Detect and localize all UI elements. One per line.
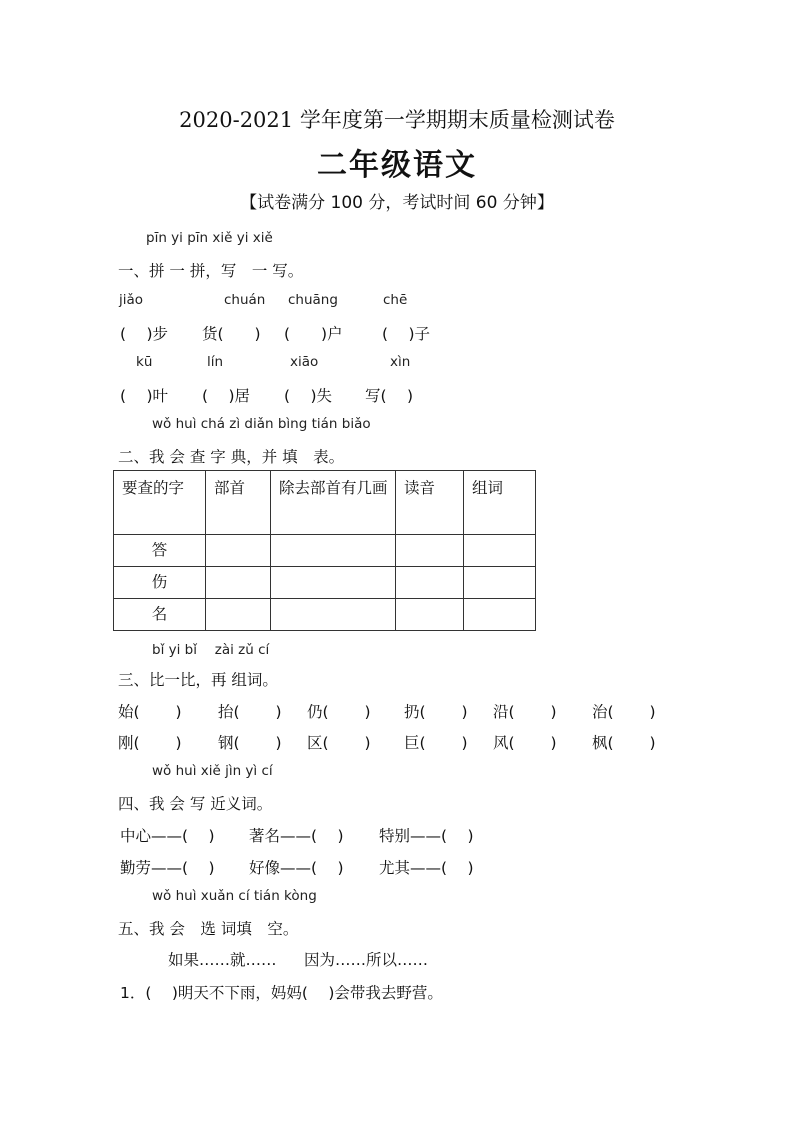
fill-blank[interactable]: 写( ) bbox=[365, 387, 414, 405]
option-label: 因为……所以…… bbox=[304, 951, 429, 969]
table-cell-blank[interactable] bbox=[464, 599, 536, 631]
fill-blank[interactable]: ( )叶 bbox=[120, 387, 169, 405]
table-cell-blank[interactable] bbox=[396, 599, 464, 631]
table-cell-blank[interactable] bbox=[271, 599, 396, 631]
fill-blank[interactable]: 尤其——( ) bbox=[379, 859, 474, 877]
s5-heading: 五、我 会 选 词填 空。 bbox=[118, 920, 299, 938]
table-cell-blank[interactable] bbox=[206, 567, 271, 599]
table-cell-char: 名 bbox=[114, 599, 206, 631]
table-cell-blank[interactable] bbox=[271, 567, 396, 599]
exam-note: 【试卷满分 100 分，考试时间 60 分钟】 bbox=[240, 193, 554, 213]
table-cell-blank[interactable] bbox=[396, 535, 464, 567]
table-row bbox=[114, 567, 536, 599]
fill-blank[interactable]: ( )失 bbox=[284, 387, 333, 405]
table-cell-blank[interactable] bbox=[271, 535, 396, 567]
option-label: 如果……就…… bbox=[168, 951, 277, 969]
exam-title: 2020-2021 学年度第一学期期末质量检测试卷 bbox=[179, 108, 615, 132]
table-header: 读音 bbox=[396, 471, 464, 535]
table-cell-char: 答 bbox=[114, 535, 206, 567]
fill-blank[interactable]: ( )子 bbox=[382, 325, 431, 343]
s4-pinyin: wǒ huì xiě jìn yì cí bbox=[152, 763, 273, 779]
s1-heading: 一、拼 一 拼，写 一 写。 bbox=[118, 262, 304, 280]
fill-blank[interactable]: 刚( ) bbox=[118, 734, 182, 752]
table-cell-blank[interactable] bbox=[206, 599, 271, 631]
fill-blank[interactable]: ( )步 bbox=[120, 325, 169, 343]
s2-heading: 二、我 会 查 字 典，并 填 表。 bbox=[118, 448, 345, 466]
fill-blank[interactable]: 仍( ) bbox=[307, 703, 371, 721]
fill-blank[interactable]: 区( ) bbox=[307, 734, 371, 752]
s3-heading: 三、比一比，再 组词。 bbox=[118, 671, 278, 689]
table-row bbox=[114, 535, 536, 567]
fill-blank[interactable]: 沿( ) bbox=[493, 703, 557, 721]
s2-pinyin: wǒ huì chá zì diǎn bìng tián biǎo bbox=[152, 416, 371, 432]
fill-blank[interactable]: 枫( ) bbox=[592, 734, 656, 752]
table-header-row bbox=[114, 471, 536, 535]
fill-blank[interactable]: 货( ) bbox=[202, 325, 261, 343]
s1-pinyin: pīn yi pīn xiě yi xiě bbox=[146, 230, 273, 246]
table-cell-blank[interactable] bbox=[464, 567, 536, 599]
fill-blank[interactable]: 治( ) bbox=[592, 703, 656, 721]
table-header: 组词 bbox=[464, 471, 536, 535]
fill-blank[interactable]: 抬( ) bbox=[218, 703, 282, 721]
fill-blank[interactable]: 中心——( ) bbox=[120, 827, 215, 845]
table-header: 部首 bbox=[206, 471, 271, 535]
s4-heading: 四、我 会 写 近义词。 bbox=[118, 795, 273, 813]
fill-blank[interactable]: 扔( ) bbox=[404, 703, 468, 721]
table-cell-blank[interactable] bbox=[396, 567, 464, 599]
fill-blank[interactable]: 钢( ) bbox=[218, 734, 282, 752]
table-header: 要查的字 bbox=[114, 471, 206, 535]
s3-pinyin: bǐ yi bǐ zài zǔ cí bbox=[152, 642, 270, 658]
fill-blank[interactable]: ( )户 bbox=[284, 325, 343, 343]
fill-blank[interactable]: 好像——( ) bbox=[249, 859, 344, 877]
table-row bbox=[114, 599, 536, 631]
table-cell-blank[interactable] bbox=[206, 535, 271, 567]
dictionary-table bbox=[113, 470, 536, 631]
fill-blank[interactable]: 勤劳——( ) bbox=[120, 859, 215, 877]
fill-blank[interactable]: 风( ) bbox=[493, 734, 557, 752]
s5-pinyin: wǒ huì xuǎn cí tián kòng bbox=[152, 888, 317, 904]
table-cell-char: 伤 bbox=[114, 567, 206, 599]
fill-blank[interactable]: 巨( ) bbox=[404, 734, 468, 752]
fill-blank[interactable]: 始( ) bbox=[118, 703, 182, 721]
subject-title: 二年级语文 bbox=[317, 148, 477, 183]
table-cell-blank[interactable] bbox=[464, 535, 536, 567]
s5-question-1[interactable]: 1．( )明天不下雨，妈妈( )会带我去野营。 bbox=[120, 984, 443, 1002]
table-header: 除去部首有几画 bbox=[271, 471, 396, 535]
fill-blank[interactable]: 特别——( ) bbox=[379, 827, 474, 845]
fill-blank[interactable]: 著名——( ) bbox=[249, 827, 344, 845]
fill-blank[interactable]: ( )居 bbox=[202, 387, 251, 405]
